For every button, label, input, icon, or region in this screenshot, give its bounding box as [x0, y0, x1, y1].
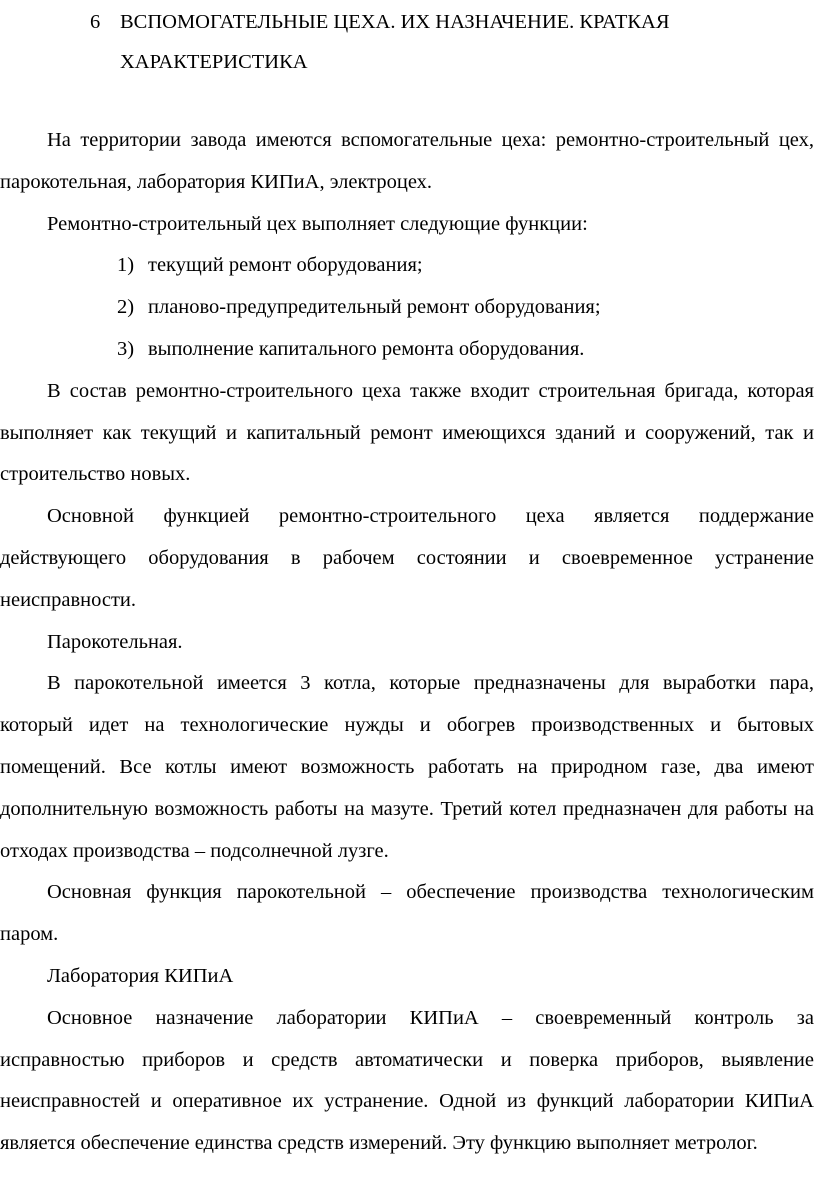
list-item-text: выполнение капитального ремонта оборудования.: [148, 337, 585, 360]
list-item: [0, 245, 814, 287]
document-body: [0, 120, 814, 1165]
list-item-text: текущий ремонт оборудования;: [148, 254, 423, 277]
paragraph-main-function: Основной функцией ремонтно-строительного цеха является поддержание действующего оборудования в рабочем состоянии и своевременное устранение неисправности.: [0, 505, 814, 611]
paragraph-boilers: В парокотельной имеется 3 котла, которые предназначены для выработки пара, который идет на технологические нужды и обогрев производственных и бытовых помещений. Все котлы имеют возможность работать на природном газе, два имеют дополнительную возможность работы на мазуте. Третий котел предназначен для работы на отходах производства – подсолнечной лузге.: [0, 672, 814, 862]
subheading-boiler-house: Парокотельная.: [47, 630, 183, 653]
functions-list: [0, 245, 814, 370]
paragraph-brigade: В состав ремонтно-строительного цеха также входит строительная бригада, которая выполняет как текущий и капитальный ремонт имеющихся зданий и сооружений, так и строительство новых.: [0, 379, 814, 486]
paragraph-intro: На территории завода имеются вспомогательные цеха: ремонтно-строительный цех, парокотельная, лаборатория КИПиА, электроцех.: [0, 129, 814, 193]
list-marker: 2): [117, 296, 135, 319]
list-item: [0, 287, 814, 329]
list-marker: 1): [117, 254, 135, 277]
list-item-text: планово-предупредительный ремонт оборудования;: [148, 296, 601, 319]
list-item: [0, 329, 814, 371]
section-title: ВСПОМОГАТЕЛЬНЫЕ ЦЕХА. ИХ НАЗНАЧЕНИЕ. КРАТКАЯ ХАРАКТЕРИСТИКА: [120, 11, 670, 73]
paragraph-kipia: Основное назначение лаборатории КИПиА – своевременный контроль за исправностью приборов и средств автоматически и поверка приборов, выявление неисправностей и оперативное их устранение. Одной из функций лаборатории КИПиА является обеспечение единства средств измерений. Эту функцию выполняет метролог.: [0, 1006, 814, 1155]
section-heading: [90, 2, 790, 82]
paragraph-functions-intro: Ремонтно-строительный цех выполняет следующие функции:: [47, 212, 588, 235]
list-marker: 3): [117, 337, 135, 360]
paragraph-boiler-function: Основная функция парокотельной – обеспечение производства технологическим паром.: [0, 881, 814, 946]
section-number: 6: [90, 11, 101, 33]
subheading-kipia-lab: Лаборатория КИПиА: [47, 964, 234, 987]
